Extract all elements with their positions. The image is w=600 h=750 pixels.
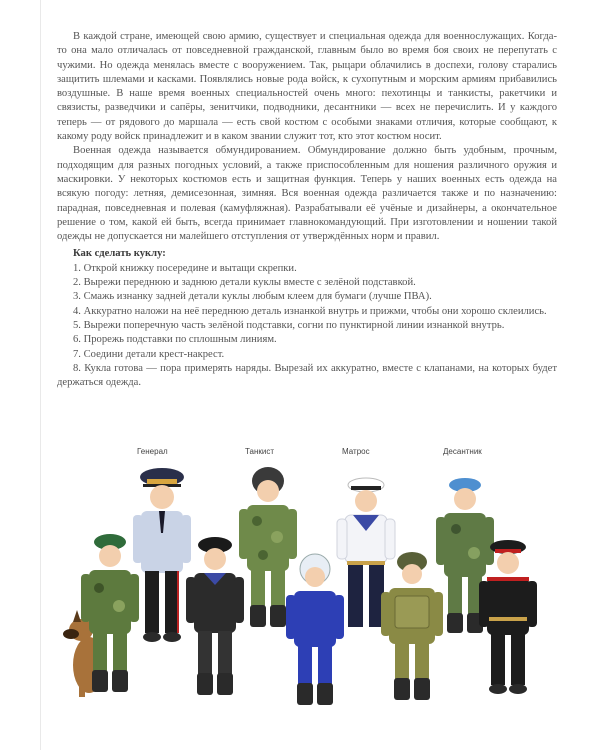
step-1: 1. Открой книжку посередине и вытащи скрепки. — [73, 262, 297, 274]
step-2: 2. Вырежи переднюю и заднюю детали куклы вместе с зелёной подставкой. — [73, 277, 416, 289]
marine-figure — [180, 533, 250, 703]
step-3: 3. Смажь изнанку задней детали куклы любым клеем для бумаги (лучше ПВА). — [73, 291, 432, 303]
uniforms-illustration — [55, 435, 555, 735]
step-5: 5. Вырежи поперечную часть зелёной подставки, согни по пунктирной линии изнанкой внутрь. — [73, 319, 505, 331]
step-8: 8. Кукла готова — пора примерять наряды. Вырезай их аккуратно, вместе с клапанами, на которых будет держаться одежда. — [57, 362, 557, 389]
step-4: 4. Аккуратно наложи на неё переднюю деталь изнанкой внутрь и прижми, чтобы они хорошо склеились. — [73, 305, 547, 317]
step-6: 6. Прорежь подставки по сплошным линиям. — [73, 334, 277, 346]
label-sailor: Матрос — [342, 447, 370, 456]
page-edge — [40, 0, 41, 750]
label-paratrooper: Десантник — [443, 447, 482, 456]
step-7: 7. Соедини детали крест-накрест. — [73, 348, 225, 360]
article-text — [57, 30, 557, 390]
paragraph-2: Военная одежда называется обмундированием. Обмундирование должно быть удобным, прочным, подходящим для разных погодных условий, а также приспособленным для ношения различного оружия и маскировки. У некоторых костюмов есть и защитная функция. Теперь у наших военных есть одежда на всякую погоду: летняя, демисезонная, зимняя. Вся военная одежда различается также и по назначению: парадная, повседневная и полевая (камуфляжная). Разрабатывали её учёные и дизайнеры, а окончательное решение о том, какой ей быть, всегда принимает главнокомандующий. При изготовлении и ношении такой одежды не допускается ни малейшего отступления от утверждённых норм и правил. — [57, 145, 557, 243]
paragraph-1: В каждой стране, имеющей свою армию, существует и специальная одежда для военнослужащих. Когда-то она мало отличалась от повседневной гражданской, главным было во время боя своих не перепутать с чужими. Но одежда менялась вместе с вооружением. Так, рыцари облачились в доспехи, голову старались защитить шлемами и касками. Появлялись новые рода войск, к сухопутным и морским армиям прибавились воздушные. В наше время военных специальностей очень много: пехотинцы и танкисты, ракетчики и связисты, разведчики и сапёры, зенитчики, подводники, десантники — всех не перечислить. И у каждого теперь — от рядового до маршала — есть свой костюм с особыми знаками отличия, которые сообщают, к какому роду войск принадлежит и в каком звании служит тот, кто этот костюм носит. — [57, 31, 557, 143]
border-guard-figure — [75, 530, 145, 700]
label-general: Генерал — [137, 447, 168, 456]
pilot-figure — [280, 553, 350, 713]
soldier-figure — [377, 550, 447, 710]
label-tankman: Танкист — [245, 447, 275, 456]
cadet-figure — [473, 537, 543, 707]
howto-title: Как сделать куклу: — [73, 248, 166, 260]
